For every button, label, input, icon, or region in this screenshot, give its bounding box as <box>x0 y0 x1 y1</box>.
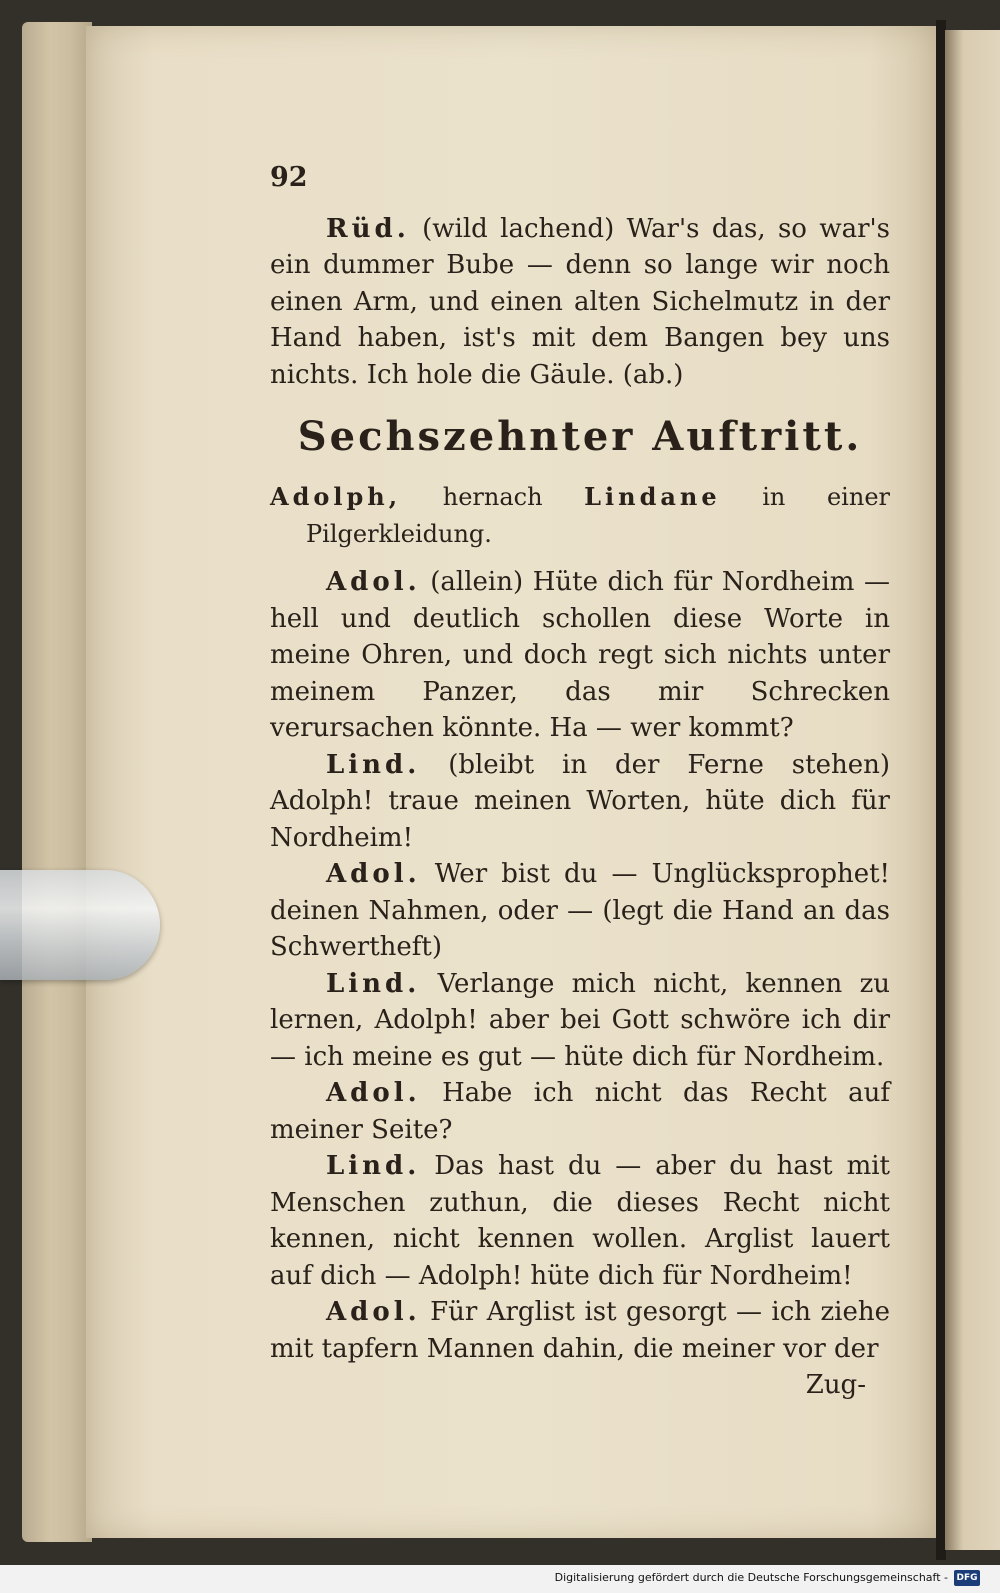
footer-bar <box>0 1565 1000 1593</box>
speaker-name: Rüd. <box>326 213 410 244</box>
scene-heading: Sechszehnter Auftritt. <box>297 413 863 460</box>
paragraph-text: Wer bist du — Unglücksprophet! deinen Nahmen, oder — (legt die Hand an das Schwertheft) <box>270 859 890 962</box>
paragraph <box>270 966 890 1076</box>
paragraph <box>270 747 890 857</box>
speaker-name: Lind. <box>326 749 421 780</box>
paragraph-text: Habe ich nicht das Recht auf meiner Seite? <box>270 1078 891 1145</box>
paragraph <box>270 1294 890 1367</box>
book-edge <box>22 22 92 1542</box>
character-name: Lindane <box>584 482 721 511</box>
catchword: Zug- <box>805 1370 866 1400</box>
page-text <box>270 160 890 1404</box>
paragraph <box>270 211 890 394</box>
paragraph-text: Das hast du — aber du hast mit Menschen zuthun, die dieses Recht nicht kennen, nicht kennen wollen. Arglist lauert auf dich — Adolph! hüte dich für Nordheim! <box>270 1151 891 1291</box>
paragraph <box>270 1148 890 1294</box>
speaker-name: Lind. <box>326 1151 421 1181</box>
paragraph-text: Für Arglist ist gesorgt — ich ziehe mit tapfern Mannen dahin, die meiner vor der <box>270 1297 891 1364</box>
paragraph-text: Verlange mich nicht, kennen zu lernen, Adolph! aber bei Gott schwöre ich dir — ich meine es gut — hüte dich für Nordheim. <box>270 968 891 1072</box>
paragraph <box>270 1075 890 1148</box>
paragraph-text: (wild lachend) War's das, so war's ein dummer Bube — denn so lange wir noch einen Arm, und einen alten Sichelmutz in der Hand haben, ist's mit dem Bangen bey uns nichts. Ich hole die Gäule. (ab.) <box>270 213 890 390</box>
paragraph <box>270 564 890 747</box>
speaker-name: Adol. <box>326 859 421 889</box>
paragraph-text: (allein) Hüte dich für Nordheim — hell und deutlich schollen diese Worte in meine Ohren, und doch regt sich nichts unter meinem Panzer, das mir Schrecken verursachen könnte. Ha — wer kommt? <box>270 567 890 743</box>
speaker-name: Adol. <box>326 567 421 597</box>
funding-notice: Digitalisierung gefördert durch die Deutsche Forschungsgemeinschaft - <box>554 1571 948 1584</box>
stage-direction-text: in einer Pilgerkleidung. <box>306 483 890 548</box>
next-page-edge <box>945 30 1000 1550</box>
paragraph <box>270 856 890 966</box>
speaker-name: Adol. <box>326 1297 421 1327</box>
speaker-name: Lind. <box>326 968 421 999</box>
stage-direction-text: hernach <box>442 483 543 511</box>
page-clip <box>0 870 160 980</box>
stage-direction <box>270 479 890 552</box>
speaker-name: Adol. <box>326 1078 421 1108</box>
paragraph-text: (bleibt in der Ferne stehen) Adolph! traue meinen Worten, hüte dich für Nordheim! <box>270 749 890 853</box>
character-name: Adolph, <box>270 482 402 511</box>
dfg-logo: DFG <box>954 1570 980 1586</box>
page-number: 92 <box>270 162 308 193</box>
